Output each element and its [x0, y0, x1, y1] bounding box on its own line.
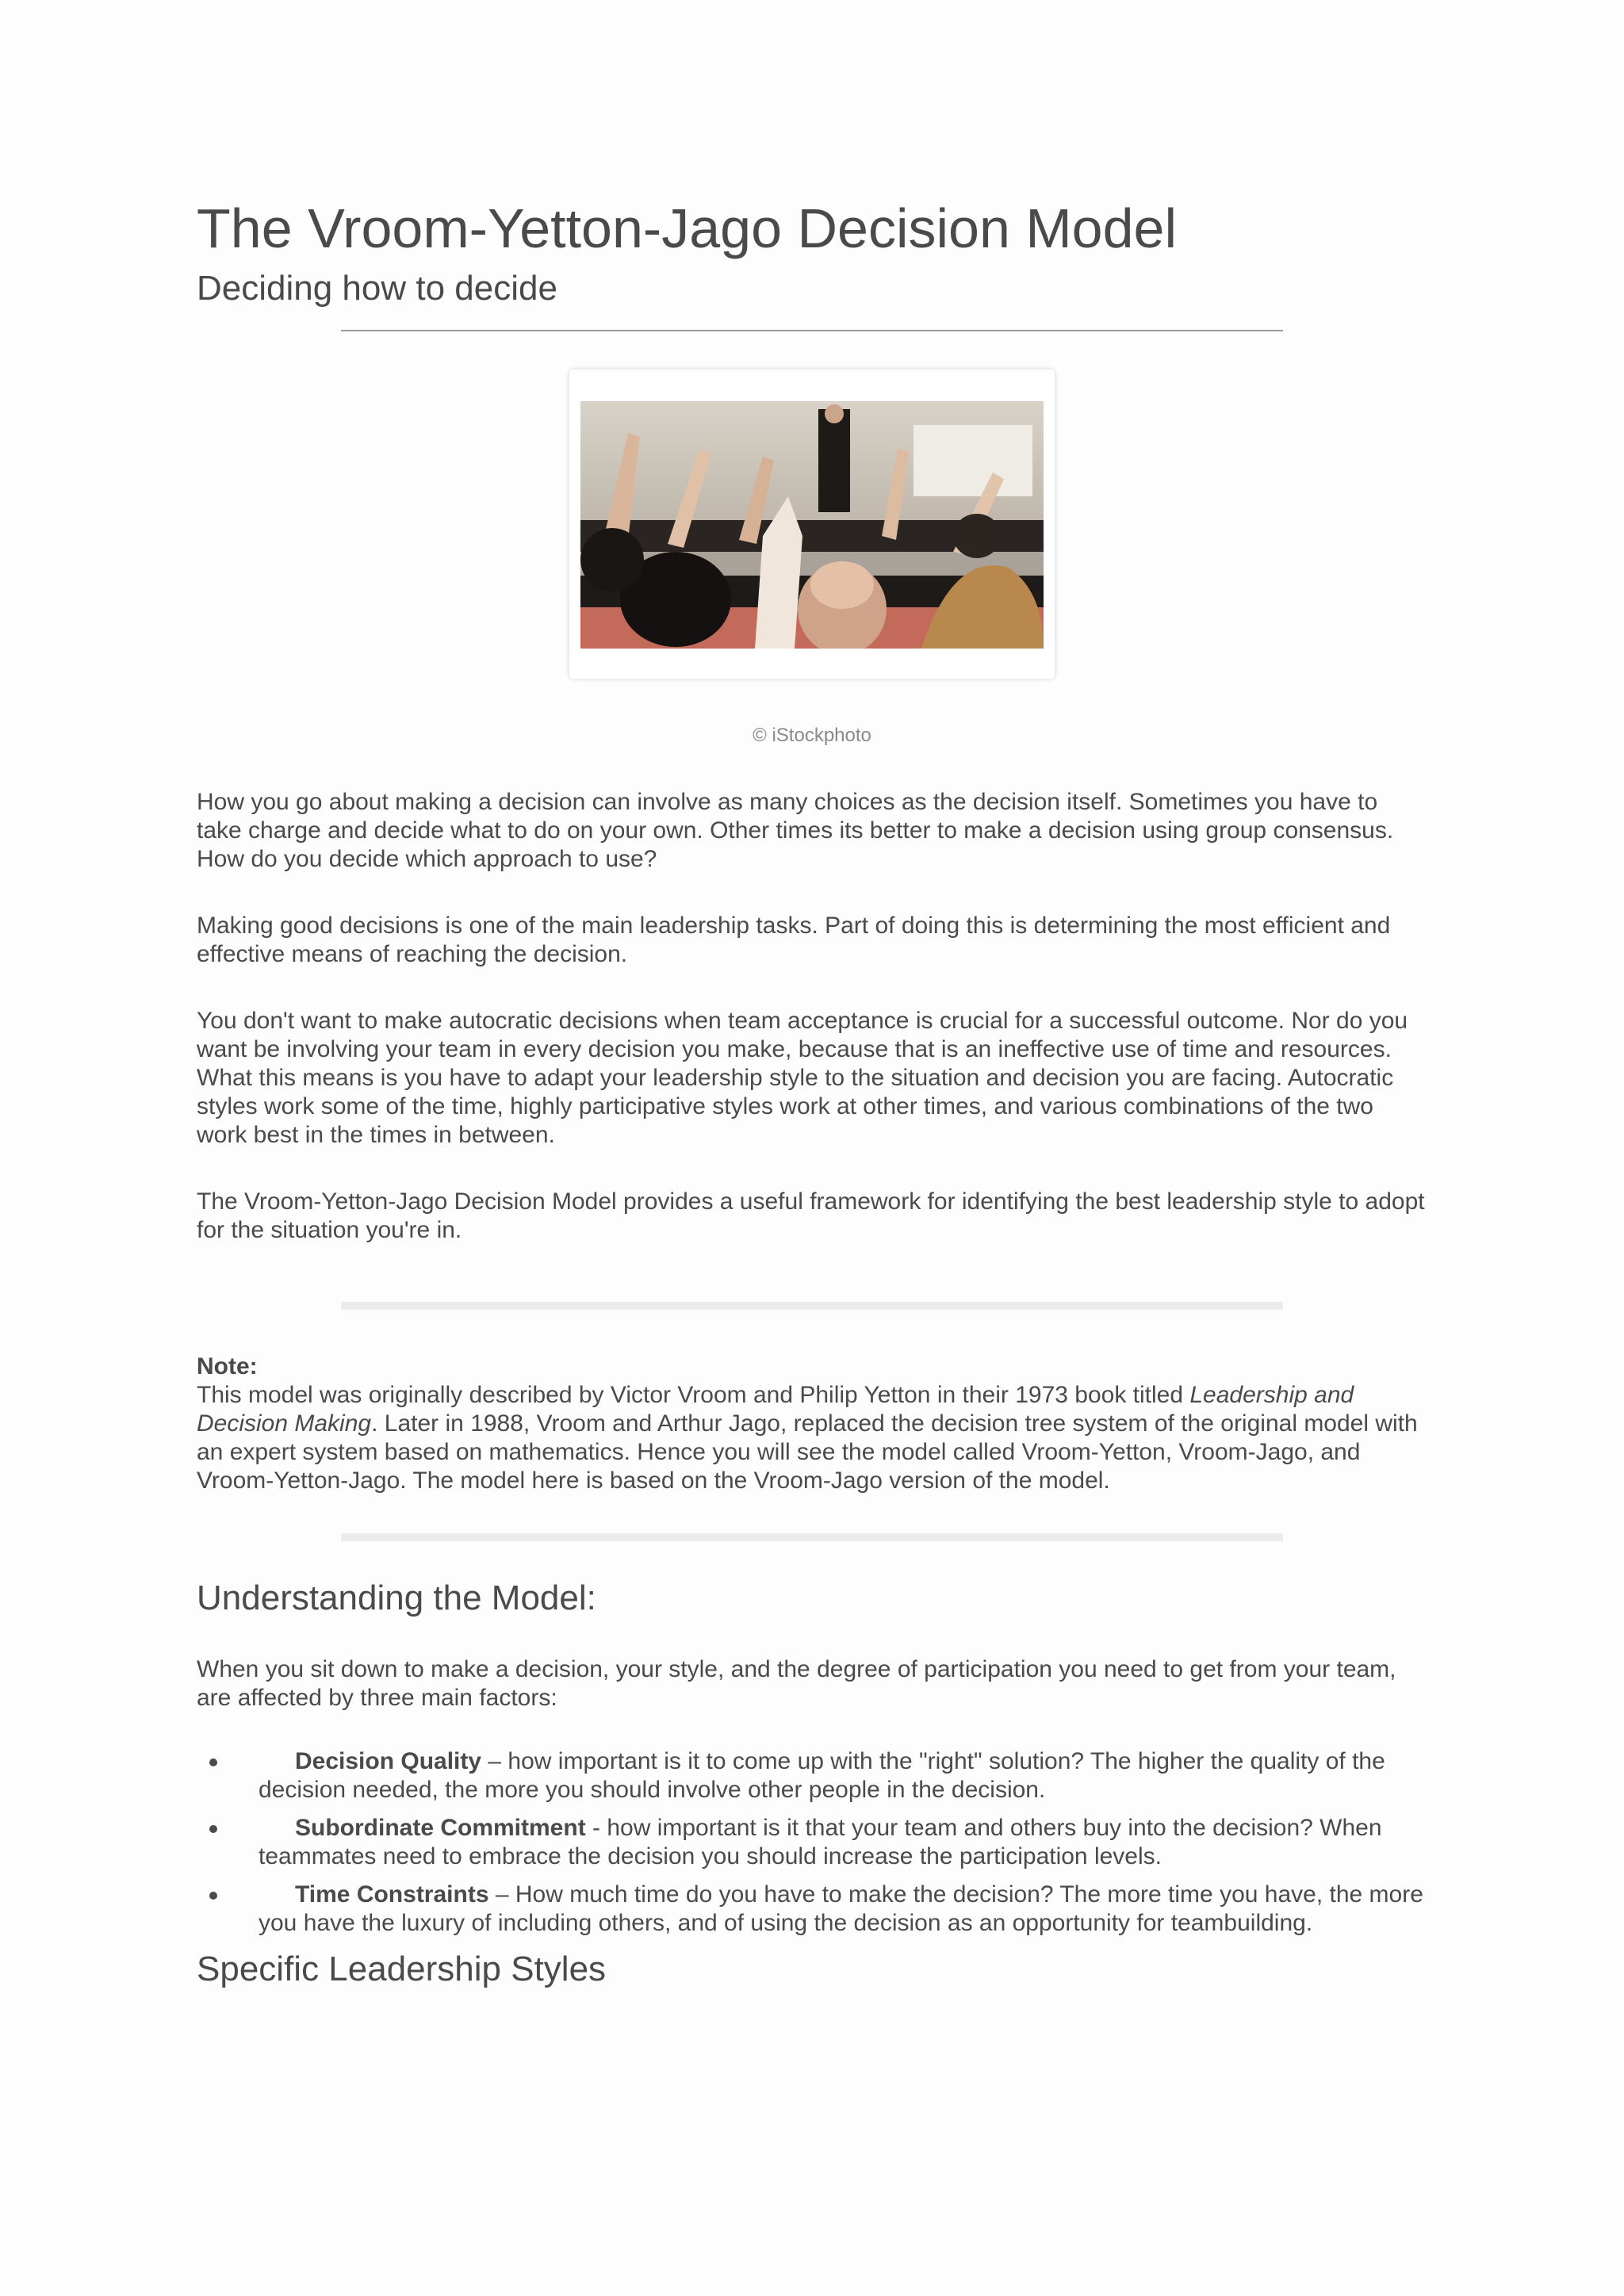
note-text: [197, 1381, 1427, 1495]
book-title: Leadership and Decision Making: [197, 1382, 1354, 1437]
factor-term: Decision Quality: [295, 1748, 482, 1774]
note-text-before: This model was originally described by Victor Vroom and Philip Yetton in their 1973 book titled: [197, 1382, 1190, 1408]
bullet-icon: [209, 1825, 217, 1833]
photo-frame: [569, 369, 1055, 679]
note-divider-bottom: [341, 1533, 1283, 1541]
title-divider: [341, 330, 1283, 331]
note-divider-top: [341, 1302, 1283, 1310]
list-item: [197, 1814, 1427, 1871]
factor-text: – How much time do you have to make the decision? The more time you have, the more you have the luxury of including others, and of using the decision as an opportunity for teambuilding.: [259, 1881, 1423, 1936]
intro-paragraph-2: Making good decisions is one of the main leadership tasks. Part of doing this is determining the most efficient and effective means of reaching the decision.: [197, 913, 1391, 967]
page-title: The Vroom-Yetton-Jago Decision Model: [197, 197, 1178, 259]
bullet-icon: [209, 1892, 217, 1900]
factor-list: [197, 1747, 1427, 1938]
page-subtitle: Deciding how to decide: [197, 269, 557, 308]
understanding-heading: Understanding the Model:: [197, 1578, 596, 1617]
factor-text: - how important is it that your team and others buy into the decision? When teammates need to embrace the decision you should increase the participation levels.: [259, 1815, 1382, 1869]
bullet-icon: [209, 1758, 217, 1766]
note-label: Note:: [197, 1353, 258, 1380]
document-page: [197, 197, 1427, 1992]
note-text-after: . Later in 1988, Vroom and Arthur Jago, replaced the decision tree system of the original model with an expert system based on mathematics. Hence you will see the model called Vroom-Yetton, Vroom-Jago, and Vroom-Yetton-Jago. The model here is based on the Vroom-Jago version of the model.: [197, 1410, 1418, 1494]
list-item: [197, 1747, 1427, 1804]
factor-term: Subordinate Commitment: [295, 1815, 586, 1841]
factor-text: – how important is it to come up with the "right" solution? The higher the quality of the decision needed, the more you should involve other people in the decision.: [259, 1748, 1385, 1803]
intro-paragraph-3: You don't want to make autocratic decisions when team acceptance is crucial for a successful outcome. Nor do you want be involving your team in every decision you make, because that is an ineffective use of time and resources. What this means is you have to adapt your leadership style to the situation and decision you are facing. Autocratic styles work some of the time, highly participative styles work at other times, and various combinations of the two work best in the times in between.: [197, 1008, 1408, 1148]
factor-term: Time Constraints: [295, 1881, 489, 1908]
styles-heading: Specific Leadership Styles: [197, 1950, 607, 1988]
understanding-intro: When you sit down to make a decision, your style, and the degree of participation you need to get from your team, are affected by three main factors:: [197, 1656, 1396, 1711]
photo-credit: © iStockphoto: [753, 725, 871, 746]
intro-paragraph-1: How you go about making a decision can involve as many choices as the decision itself. Sometimes you have to take charge and decide what to do on your own. Other times its better to make a decision using group consensus. How do you decide which approach to use?: [197, 789, 1394, 872]
list-item: [197, 1881, 1427, 1938]
classroom-raised-hands-photo: [580, 401, 1044, 649]
intro-paragraph-4: The Vroom-Yetton-Jago Decision Model provides a useful framework for identifying the best leadership style to adopt for the situation you're in.: [197, 1188, 1425, 1243]
